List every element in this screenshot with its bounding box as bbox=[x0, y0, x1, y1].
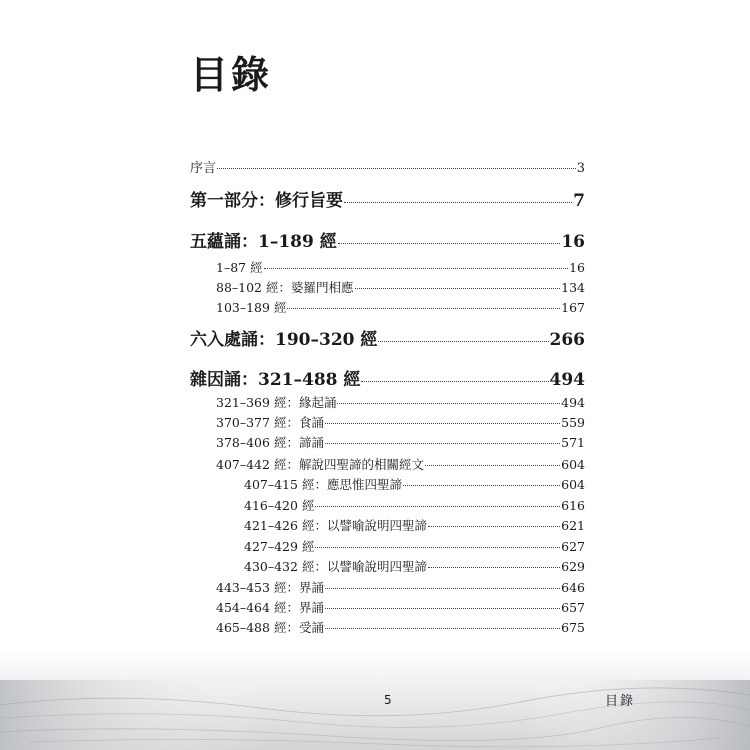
toc-entry-page: 646 bbox=[561, 580, 585, 595]
dot-leader bbox=[325, 628, 560, 629]
toc-entry[interactable] bbox=[216, 433, 585, 451]
toc-entry[interactable] bbox=[190, 186, 585, 211]
toc-entry-label: 407–415 經：應思惟四聖諦 bbox=[244, 477, 402, 492]
toc-entry-label: 370–377 經：食誦 bbox=[216, 415, 324, 430]
toc-entry[interactable] bbox=[216, 598, 585, 616]
toc-entry-label: 430–432 經：以譬喻說明四聖諦 bbox=[244, 559, 427, 574]
toc-entry-label: 雜因誦：321–488 經 bbox=[190, 370, 361, 390]
toc-entry[interactable] bbox=[216, 413, 585, 431]
dot-leader bbox=[428, 526, 560, 527]
toc-entry-label: 454–464 經：界誦 bbox=[216, 600, 324, 615]
toc-entry[interactable] bbox=[244, 516, 585, 534]
dot-leader bbox=[344, 202, 572, 203]
dot-leader bbox=[315, 547, 560, 548]
dot-leader bbox=[217, 168, 576, 169]
toc-entry[interactable] bbox=[244, 537, 585, 555]
toc-entry-page: 604 bbox=[561, 477, 585, 492]
toc-entry-page: 494 bbox=[549, 370, 585, 390]
dot-leader bbox=[428, 567, 560, 568]
page-title: 目錄 bbox=[190, 53, 273, 97]
toc-entry-label: 407–442 經：解說四聖諦的相關經文 bbox=[216, 457, 424, 472]
toc-entry[interactable] bbox=[216, 258, 585, 276]
page-number: 5 bbox=[384, 693, 392, 707]
toc-entry-page: 571 bbox=[561, 435, 585, 450]
toc-entry-page: 16 bbox=[561, 232, 585, 252]
dot-leader bbox=[378, 341, 548, 342]
water-ripple-decoration bbox=[0, 650, 750, 750]
toc-entry-page: 16 bbox=[569, 260, 585, 275]
dot-leader bbox=[338, 243, 561, 244]
toc-entry-label: 378–406 經：諦誦 bbox=[216, 435, 324, 450]
toc-entry-page: 657 bbox=[561, 600, 585, 615]
dot-leader bbox=[425, 465, 560, 466]
toc-entry[interactable] bbox=[216, 618, 585, 636]
dot-leader bbox=[337, 403, 560, 404]
toc-entry-page: 627 bbox=[561, 539, 585, 554]
toc-entry[interactable] bbox=[216, 393, 585, 411]
dot-leader bbox=[355, 288, 561, 289]
toc-entry[interactable] bbox=[190, 157, 585, 176]
dot-leader bbox=[325, 608, 560, 609]
toc-entry-label: 88–102 經：婆羅門相應 bbox=[216, 280, 354, 295]
toc-entry[interactable] bbox=[190, 365, 585, 390]
toc-entry[interactable] bbox=[190, 227, 585, 252]
dot-leader bbox=[264, 268, 569, 269]
toc-entry[interactable] bbox=[244, 557, 585, 575]
toc-entry-label: 416–420 經 bbox=[244, 498, 315, 513]
dot-leader bbox=[315, 506, 560, 507]
toc-entry-label: 序言 bbox=[190, 161, 217, 176]
table-of-contents bbox=[190, 0, 585, 750]
dot-leader bbox=[403, 485, 560, 486]
toc-entry-label: 103–189 經 bbox=[216, 300, 287, 315]
toc-entry-page: 494 bbox=[561, 395, 585, 410]
toc-entry-page: 629 bbox=[561, 559, 585, 574]
toc-entry-page: 266 bbox=[549, 330, 585, 350]
toc-entry-page: 559 bbox=[561, 415, 585, 430]
toc-entry-page: 616 bbox=[561, 498, 585, 513]
toc-entry-label: 六入處誦：190–320 經 bbox=[190, 330, 378, 350]
toc-entry-page: 604 bbox=[561, 457, 585, 472]
toc-entry[interactable] bbox=[216, 298, 585, 316]
toc-entry-page: 3 bbox=[576, 161, 585, 176]
dot-leader bbox=[361, 381, 548, 382]
toc-entry[interactable] bbox=[244, 475, 585, 493]
toc-entry-label: 443–453 經：界誦 bbox=[216, 580, 324, 595]
toc-entry[interactable] bbox=[216, 455, 585, 473]
dot-leader bbox=[287, 308, 560, 309]
toc-entry-label: 1–87 經 bbox=[216, 260, 263, 275]
toc-entry-page: 7 bbox=[573, 191, 585, 211]
toc-entry-label: 421–426 經：以譬喻說明四聖諦 bbox=[244, 518, 427, 533]
toc-entry-label: 465–488 經：受誦 bbox=[216, 620, 324, 635]
toc-entry[interactable] bbox=[190, 325, 585, 350]
toc-entry-page: 167 bbox=[561, 300, 585, 315]
toc-entry-page: 134 bbox=[561, 280, 585, 295]
running-footer-title: 目錄 bbox=[605, 694, 636, 709]
dot-leader bbox=[325, 423, 560, 424]
toc-entry-page: 675 bbox=[561, 620, 585, 635]
dot-leader bbox=[325, 443, 560, 444]
toc-entry-label: 321–369 經：緣起誦 bbox=[216, 395, 337, 410]
toc-entry[interactable] bbox=[216, 278, 585, 296]
toc-entry[interactable] bbox=[216, 578, 585, 596]
dot-leader bbox=[325, 588, 560, 589]
toc-entry-label: 第一部分：修行旨要 bbox=[190, 191, 343, 211]
toc-entry-label: 427–429 經 bbox=[244, 539, 315, 554]
toc-entry[interactable] bbox=[244, 496, 585, 514]
toc-entry-page: 621 bbox=[561, 518, 585, 533]
toc-entry-label: 五蘊誦：1–189 經 bbox=[190, 232, 337, 252]
